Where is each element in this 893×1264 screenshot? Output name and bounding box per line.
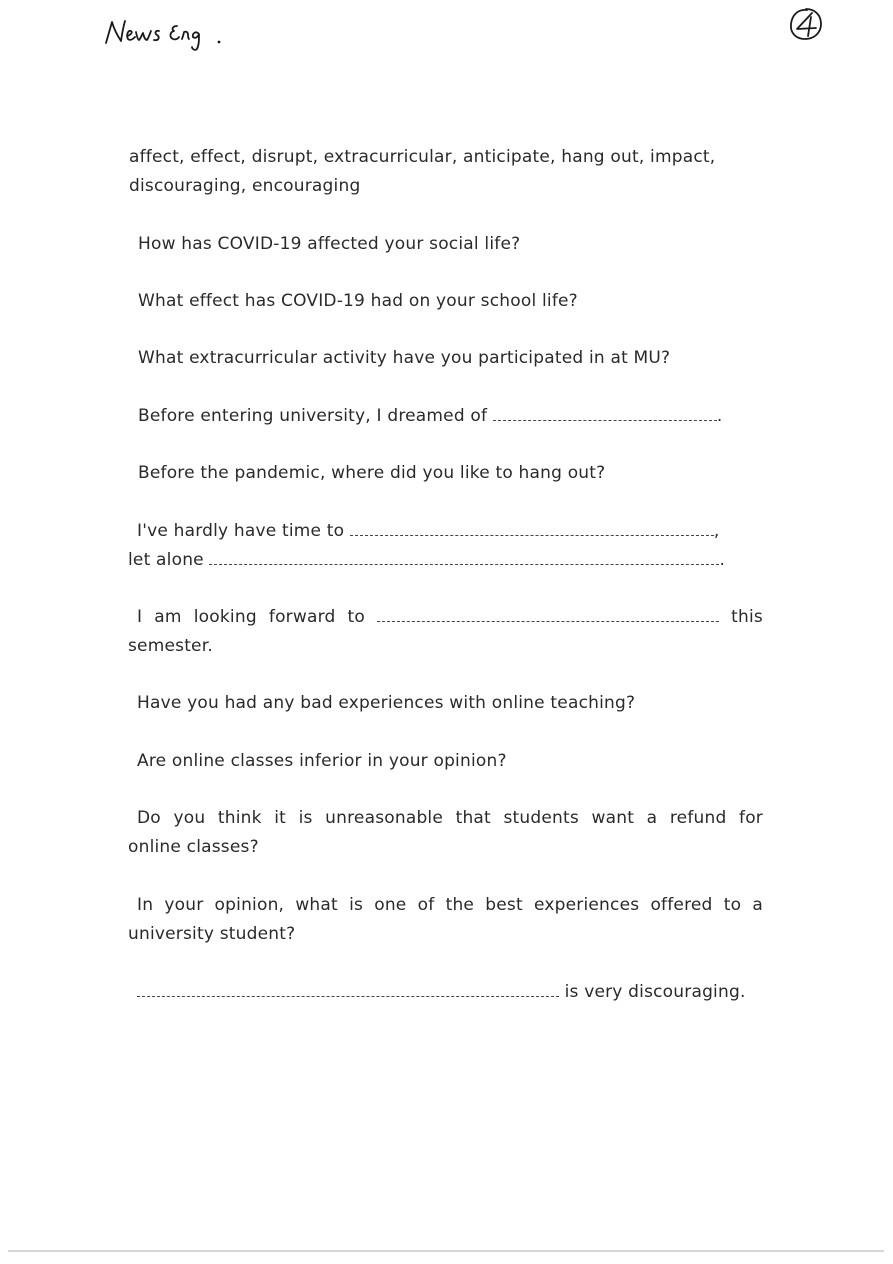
- sentence-7-line-2: semester.: [128, 636, 213, 656]
- question-11-line-2: university student?: [128, 924, 296, 944]
- fill-in-blank[interactable]: [209, 552, 719, 565]
- sentence-4-text: Before entering university, I dreamed of: [138, 406, 488, 426]
- question-1: How has COVID-19 affected your social life?: [138, 234, 521, 254]
- fill-in-blank[interactable]: [350, 523, 714, 536]
- question-5: Before the pandemic, where did you like to hang out?: [138, 463, 606, 483]
- word-bank-line-2: discouraging, encouraging: [129, 176, 361, 196]
- question-11-line-1: In your opinion, what is one of the best experiences offered to a: [137, 895, 763, 915]
- sentence-6-end: .: [719, 550, 726, 570]
- sentence-4-end: .: [716, 406, 723, 426]
- word-bank-line-1: affect, effect, disrupt, extracurricular, anticipate, hang out, impact,: [129, 147, 716, 167]
- sentence-6-line-2: [128, 546, 725, 575]
- fill-in-blank[interactable]: [137, 984, 559, 997]
- page-number-circle: [786, 4, 826, 44]
- sentence-6-text: I've hardly have time to: [137, 521, 345, 541]
- sentence-4: [138, 402, 722, 431]
- fill-in-blank[interactable]: [377, 609, 719, 622]
- sentence-7-text: I am looking forward to: [137, 607, 366, 627]
- sentence-6-line-1: [137, 517, 719, 546]
- handwritten-note: [102, 12, 227, 52]
- question-10-line-1: Do you think it is unreasonable that students want a refund for: [137, 808, 763, 828]
- sentence-7-this: this: [731, 607, 763, 627]
- page-bottom-edge: [8, 1250, 884, 1252]
- sentence-7-line-1: [137, 603, 763, 632]
- question-2: What effect has COVID-19 had on your school life?: [138, 291, 578, 311]
- fill-in-blank[interactable]: [493, 408, 717, 421]
- sentence-6-comma: ,: [713, 521, 720, 541]
- question-8: Have you had any bad experiences with online teaching?: [137, 693, 636, 713]
- sentence-12-text: is very discouraging.: [564, 982, 746, 1002]
- question-9: Are online classes inferior in your opinion?: [137, 751, 507, 771]
- sentence-6-let-alone: let alone: [128, 550, 204, 570]
- question-10-line-2: online classes?: [128, 837, 259, 857]
- sentence-12: [137, 978, 746, 1007]
- question-3: What extracurricular activity have you participated in at MU?: [138, 348, 671, 368]
